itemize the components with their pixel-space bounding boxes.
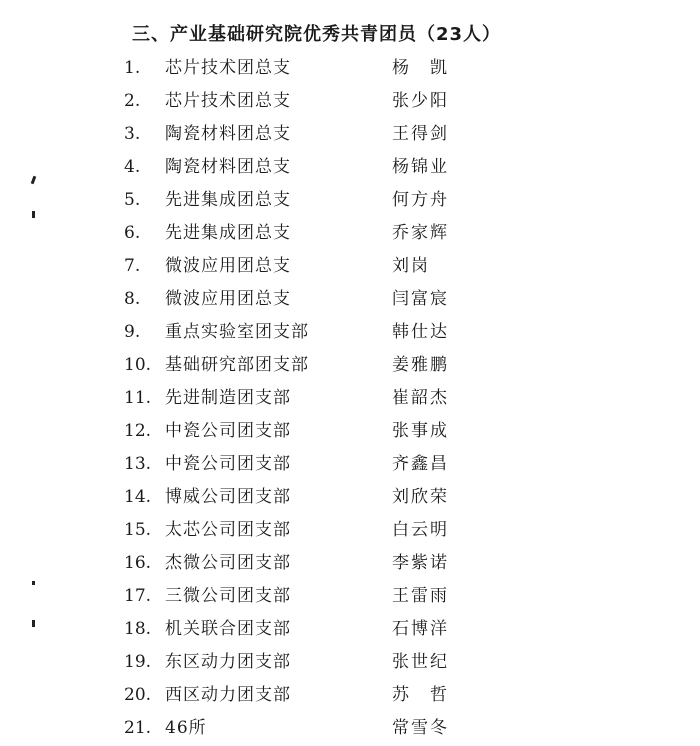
list-item bbox=[0, 547, 700, 580]
list-item bbox=[0, 151, 700, 184]
list-item bbox=[0, 118, 700, 151]
item-organization: 博威公司团支部 bbox=[165, 487, 291, 507]
item-number: 17. bbox=[124, 586, 152, 606]
item-member-name: 闫富宸 bbox=[392, 289, 449, 309]
item-number: 11. bbox=[124, 388, 152, 408]
list-item bbox=[0, 712, 700, 745]
item-organization: 陶瓷材料团总支 bbox=[165, 157, 291, 177]
item-number: 10. bbox=[124, 355, 152, 375]
item-organization: 三微公司团支部 bbox=[165, 586, 291, 606]
item-member-name: 齐鑫昌 bbox=[392, 454, 449, 474]
list-item bbox=[0, 217, 700, 250]
item-number: 15. bbox=[124, 520, 152, 540]
item-number: 3. bbox=[124, 124, 141, 144]
item-number: 6. bbox=[124, 223, 141, 243]
item-member-name: 李紫诺 bbox=[392, 553, 449, 573]
item-member-name: 乔家辉 bbox=[392, 223, 449, 243]
item-organization: 先进集成团总支 bbox=[165, 223, 291, 243]
item-number: 13. bbox=[124, 454, 152, 474]
item-member-name: 刘岗 bbox=[392, 256, 430, 276]
list-item bbox=[0, 250, 700, 283]
item-member-name: 白云明 bbox=[392, 520, 449, 540]
list-item bbox=[0, 382, 700, 415]
item-organization: 基础研究部团支部 bbox=[165, 355, 309, 375]
list-item bbox=[0, 514, 700, 547]
item-number: 2. bbox=[124, 91, 141, 111]
member-list bbox=[0, 52, 700, 745]
item-member-name: 王雷雨 bbox=[392, 586, 449, 606]
item-organization: 西区动力团支部 bbox=[165, 685, 291, 705]
item-organization: 重点实验室团支部 bbox=[165, 322, 309, 342]
list-item bbox=[0, 349, 700, 382]
item-organization: 芯片技术团总支 bbox=[165, 58, 291, 78]
list-item bbox=[0, 283, 700, 316]
item-member-name: 常雪冬 bbox=[392, 718, 449, 738]
item-organization: 中瓷公司团支部 bbox=[165, 421, 291, 441]
item-number: 5. bbox=[124, 190, 141, 210]
item-member-name: 石博洋 bbox=[392, 619, 449, 639]
item-member-name: 杨 凯 bbox=[392, 58, 449, 78]
item-member-name: 王得剑 bbox=[392, 124, 449, 144]
list-item bbox=[0, 646, 700, 679]
list-item bbox=[0, 52, 700, 85]
list-item bbox=[0, 85, 700, 118]
item-member-name: 张少阳 bbox=[392, 91, 449, 111]
item-number: 16. bbox=[124, 553, 152, 573]
item-organization: 微波应用团总支 bbox=[165, 289, 291, 309]
item-number: 7. bbox=[124, 256, 141, 276]
item-organization: 太芯公司团支部 bbox=[165, 520, 291, 540]
item-organization: 杰微公司团支部 bbox=[165, 553, 291, 573]
item-member-name: 杨锦业 bbox=[392, 157, 449, 177]
item-number: 21. bbox=[124, 718, 152, 738]
section-title: 三、产业基础研究院优秀共青团员（23人） bbox=[132, 24, 502, 45]
item-organization: 先进制造团支部 bbox=[165, 388, 291, 408]
item-number: 14. bbox=[124, 487, 152, 507]
item-number: 4. bbox=[124, 157, 141, 177]
item-organization: 机关联合团支部 bbox=[165, 619, 291, 639]
item-member-name: 张世纪 bbox=[392, 652, 449, 672]
item-member-name: 苏 哲 bbox=[392, 685, 449, 705]
item-organization: 陶瓷材料团总支 bbox=[165, 124, 291, 144]
item-number: 20. bbox=[124, 685, 152, 705]
item-number: 8. bbox=[124, 289, 141, 309]
item-number: 1. bbox=[124, 58, 141, 78]
item-number: 19. bbox=[124, 652, 152, 672]
item-organization: 中瓷公司团支部 bbox=[165, 454, 291, 474]
item-number: 9. bbox=[124, 322, 141, 342]
item-number: 18. bbox=[124, 619, 152, 639]
list-item bbox=[0, 415, 700, 448]
list-item bbox=[0, 481, 700, 514]
list-item bbox=[0, 613, 700, 646]
item-number: 12. bbox=[124, 421, 152, 441]
item-member-name: 何方舟 bbox=[392, 190, 449, 210]
item-member-name: 刘欣荣 bbox=[392, 487, 449, 507]
item-member-name: 张事成 bbox=[392, 421, 449, 441]
list-item bbox=[0, 679, 700, 712]
list-item bbox=[0, 184, 700, 217]
item-organization: 微波应用团总支 bbox=[165, 256, 291, 276]
item-organization: 先进集成团总支 bbox=[165, 190, 291, 210]
item-organization: 芯片技术团总支 bbox=[165, 91, 291, 111]
item-member-name: 崔韶杰 bbox=[392, 388, 449, 408]
list-item bbox=[0, 448, 700, 481]
list-item bbox=[0, 580, 700, 613]
item-organization: 东区动力团支部 bbox=[165, 652, 291, 672]
item-member-name: 韩仕达 bbox=[392, 322, 449, 342]
item-organization: 46所 bbox=[165, 718, 207, 738]
list-item bbox=[0, 316, 700, 349]
item-member-name: 姜雅鹏 bbox=[392, 355, 449, 375]
